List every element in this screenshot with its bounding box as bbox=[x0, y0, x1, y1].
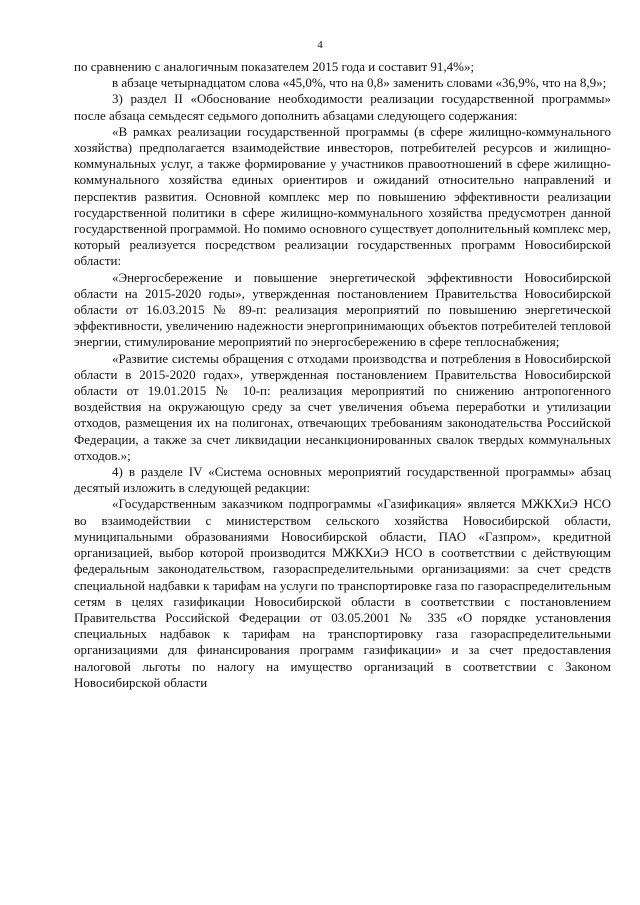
paragraph-item: в абзаце четырнадцатом слова «45,0%, что на 0,8» заменить словами «36,9%, что на 8,9»; bbox=[112, 75, 607, 91]
page-number: 4 bbox=[317, 39, 323, 51]
paragraph-continuation: по сравнению с аналогичным показателем 2015 года и составит 91,4%»; bbox=[74, 59, 475, 74]
paragraph-item: 4) в разделе IV «Система основных мероприятий государственной программы» абзац десятый изложить в следующей редакции: bbox=[74, 464, 611, 496]
paragraph-item: «В рамках реализации государственной программы (в сфере жилищно-коммунального хозяйства) предполагается взаимодействие инвесторов, потребителей ресурсов и жилищно-коммунальных услуг, а также формирование у участников правоотношений в сфере жилищно-коммунального хозяйства единых ориентиров и ожиданий относительно направлений и перспектив развития. Основной комплекс мер по повышению эффективности реализации государственной политики в сфере жилищно-коммунального хозяйства предусмотрен данной государственной программой. Но помимо основного существует дополнительный комплекс мер, который реализуется посредством реализации государственных программ Новосибирской области: bbox=[74, 123, 611, 269]
paragraph-item: «Государственным заказчиком подпрограммы «Газификация» является МЖКХиЭ НСО во взаимодействии с министерством сельского хозяйства Новосибирской области, муниципальными образованиями Новосибирской области, ПАО «Газпром», кредитной организацией, выбор которой производится МЖКХиЭ НСО в соответствии с действующим федеральным законодательством, газораспределительными организациями: за счет средств специальной надбавки к тарифам на услуги по транспортировке газа по газораспределительным сетям в целях газификации Новосибирской области в соответствии с постановлением Правительства Российской Федерации от 03.05.2001 № 335 «О порядке установления специальных надбавок к тарифам на транспортировку газа газораспределительными организациями для финансирования программ газификации» и за счет предоставления налоговой льготы по налогу на имущество организаций в соответствии с Законом Новосибирской области bbox=[74, 496, 611, 690]
paragraph-item: «Развитие системы обращения с отходами производства и потребления в Новосибирской области в 2015-2020 годах», утвержденная постановлением Правительства Новосибирской области от 19.01.2015 № 10-п: реализация мероприятий по снижению антропогенного воздействия на окружающую среду за счет увеличения объема переработки и утилизации отходов, размещения их на полигонах, отвечающих требованиям законодательства Российской Федерации, а также за счет ликвидации несанкционированных свалок твердых коммунальных отходов.»; bbox=[74, 350, 611, 463]
paragraph-item: «Энергосбережение и повышение энергетической эффективности Новосибирской области на 2015-2020 годы», утвержденная постановлением Правительства Новосибирской области от 16.03.2015 № 89-п: реализация мероприятий по повышению энергетической эффективности, увеличению надежности энергопринимающих объектов потребителей тепловой энергии, стимулирование мероприятий по энергосбережению в сфере теплоснабжения; bbox=[74, 269, 611, 350]
paragraph-item: 3) раздел II «Обоснование необходимости реализации государственной программы» после абзаца семьдесят седьмого дополнить абзацами следующего содержания: bbox=[74, 91, 611, 123]
document-body bbox=[74, 59, 611, 691]
